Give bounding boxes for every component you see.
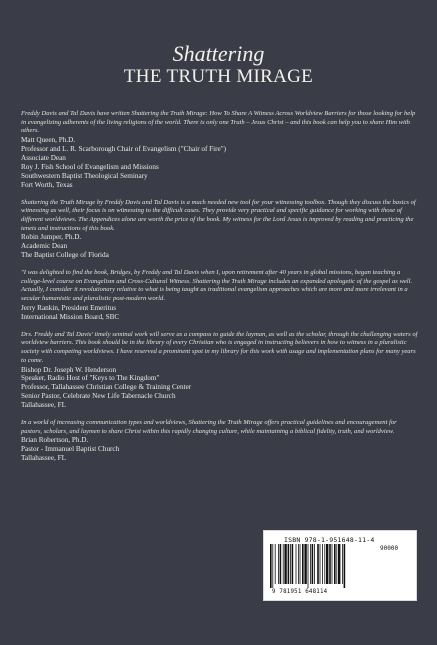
endorser-line: Bishop Dr. Joseph W. Henderson <box>21 365 117 374</box>
barcode <box>263 530 417 601</box>
barcode-bars <box>270 544 376 588</box>
barcode-bar <box>300 544 301 584</box>
barcode-bar <box>320 544 321 584</box>
endorsement-quote: "I was delighted to find the book, Bridges, by Freddy and Tal Davis when I, upon retirement after 40 years in global missions, began teaching a college-level course on Evangelism and Cross-Cultural Witness. Shattering the Truth Mirage includes an expanded apologetic of the gospel as well. Actually, I consider it revolutionary relative to what is being taught as traditional evangelism approaches which are more and more irrelevant in a secular humanistic and pluralistic post-modern world. <box>21 269 413 303</box>
endorsements <box>21 110 419 472</box>
endorser-line: Robin Jumper, Ph.D. <box>21 233 82 242</box>
barcode-bar <box>336 544 337 584</box>
endorser-line: Senior Pastor, Celebrate New Life Tabernacle Church <box>21 392 176 401</box>
endorser-line: Jerry Rankin, President Emeritus <box>21 303 117 312</box>
endorsement-quote: Drs. Freddy and Tal Davis' timely seminal work will serve as a compass to guide the layman, as well as the scholar, through the challenging waters of worldview barriers. This book should be in the library of every Christian who is engaged in instructing believers in how to witness in a pluralistic society with competing worldviews. I have reserved a prominent spot in my library for this work with usage and implementation plans for many years to come. <box>21 330 418 364</box>
barcode-bar <box>284 544 286 584</box>
barcode-bar <box>304 544 306 584</box>
barcode-bar <box>283 544 284 584</box>
barcode-bar <box>334 544 336 584</box>
endorser-line: Tallahassee, FL <box>21 401 67 410</box>
barcode-bar <box>317 544 319 584</box>
endorsement <box>21 110 419 190</box>
barcode-bar <box>314 544 315 584</box>
endorsement <box>21 199 419 261</box>
barcode-bar <box>312 544 314 584</box>
price-code: 90000 <box>380 545 399 552</box>
endorser-line: The Baptist College of Florida <box>21 251 109 260</box>
barcode-bar <box>290 544 291 584</box>
endorser-line: Southwestern Baptist Theological Seminary <box>21 171 148 180</box>
barcode-bar <box>270 544 272 588</box>
title-main: THE TRUTH MIRAGE <box>123 66 314 87</box>
barcode-bar <box>272 544 273 588</box>
book-title <box>0 42 437 87</box>
barcode-bar <box>344 544 346 588</box>
endorsement-quote: In a world of increasing communication types and worldviews, Shattering the Truth Mirage offers practical guidelines and encouragement for pastors, scholars, and laymen to share Christ within this rapidly changing culture, while maintaining a biblical fidelity, truth, and worldview. <box>21 419 397 435</box>
barcode-digits: 9 781951 648114 <box>272 589 328 595</box>
barcode-bar <box>342 544 343 584</box>
endorsement-quote: Shattering the Truth Mirage by Freddy Davis and Tal Davis is a much needed new tool for your witnessing toolbox. Though they discuss the basics of witnessing as well, their focus is on witnessing to the difficult cases. They provide very practical and specific guidance for working with those of different worldviews. The Appendices alone are worth the price of the book. My witness for the Lord Jesus is improved by reading and practicing the tenets and instructions of this book. <box>21 198 416 232</box>
barcode-bar <box>338 544 340 584</box>
endorsement-quote: Freddy Davis and Tal Davis have written Shattering the Truth Mirage: How To Share A Witness Across Worldview Barriers for those looking for help in evangelizing adherents of the living religions of the world. There is only one Truth – Jesus Christ – and this book can help you to share Him with others. <box>21 110 416 135</box>
barcode-bar <box>302 544 304 584</box>
barcode-bar <box>292 544 294 584</box>
endorser-line: Pastor - Immanuel Baptist Church <box>21 445 120 454</box>
endorser-line: Associate Dean <box>21 153 66 162</box>
barcode-bar <box>308 544 309 588</box>
barcode-bar <box>332 544 333 584</box>
barcode-bar <box>310 544 311 584</box>
endorser-line: Tallahassee, FL <box>21 454 67 463</box>
endorser-line: Brian Robertson, Ph.D. <box>21 436 89 445</box>
title-italic: Shattering <box>172 41 265 66</box>
endorser-line: Academic Dean <box>21 242 68 251</box>
endorser-line: Matt Queen, Ph.D. <box>21 136 76 145</box>
endorsement <box>21 331 419 410</box>
barcode-bar <box>278 544 279 584</box>
barcode-bar <box>322 544 323 584</box>
endorsement <box>21 269 419 322</box>
barcode-bar <box>326 544 328 584</box>
endorser-line: Speaker, Radio Host of "Keys to The Kingdom" <box>21 374 160 383</box>
barcode-bar <box>298 544 299 584</box>
barcode-bar <box>288 544 290 584</box>
isbn-label: ISBN 978-1-951648-11-4 <box>284 536 375 544</box>
barcode-bar <box>296 544 297 584</box>
endorser-line: Professor and L. R. Scarborough Chair of Evangelism ("Chair of Fire") <box>21 145 227 154</box>
endorser-line: Fort Worth, Texas <box>21 180 73 189</box>
endorsement <box>21 419 419 463</box>
endorser-line: International Mission Board, SBC <box>21 312 120 321</box>
barcode-bar <box>324 544 325 584</box>
barcode-bar <box>275 544 276 584</box>
endorser-line: Roy J. Fish School of Evangelism and Missions <box>21 162 159 171</box>
barcode-bar <box>280 544 282 584</box>
barcode-bar <box>329 544 331 584</box>
endorser-line: Professor, Tallahassee Christian College & Training Center <box>21 383 192 392</box>
